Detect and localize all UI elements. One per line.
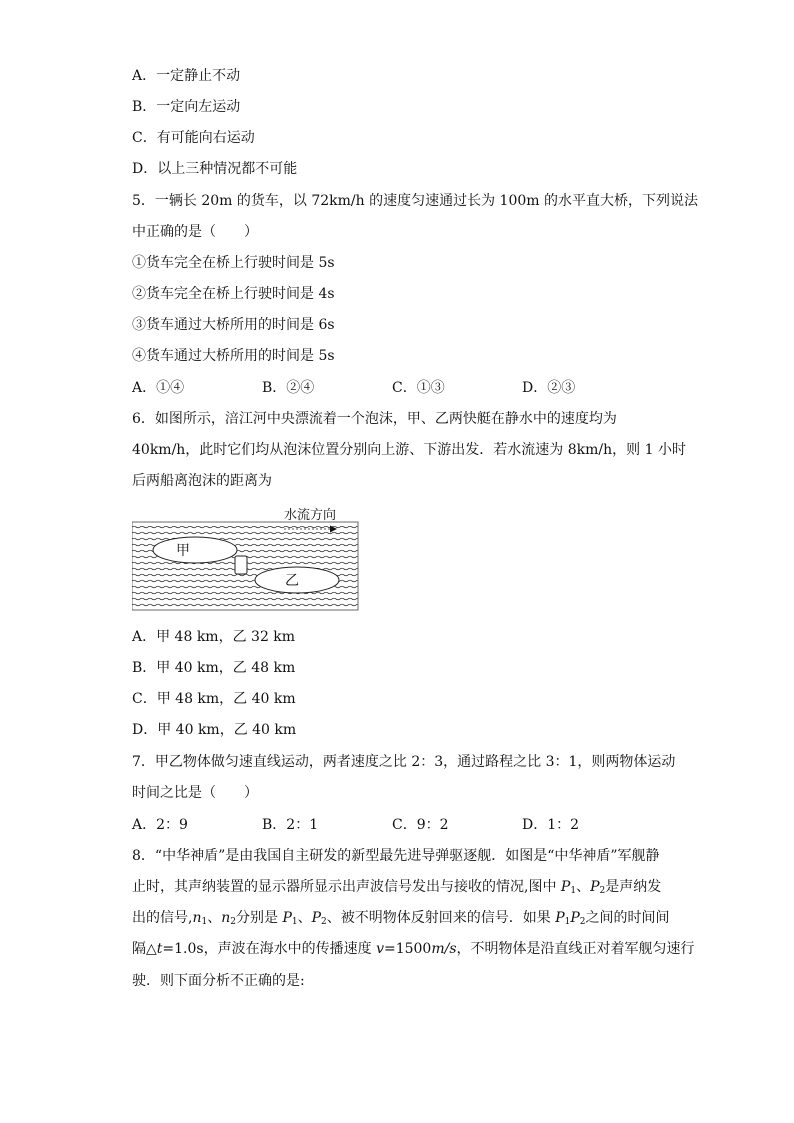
q6-option-b: B．甲 40 km，乙 48 km bbox=[132, 660, 296, 676]
q6-stem-line2: 40km/h，此时它们均从泡沫位置分别向上游、下游出发．若水流速为 8km/h，则 1 小时 bbox=[132, 442, 686, 458]
q5-options bbox=[132, 378, 652, 398]
q6-stem-line1: 6．如图所示，涪江河中央漂流着一个泡沫，甲、乙两快艇在静水中的速度均为 bbox=[132, 411, 617, 427]
river-diagram bbox=[132, 506, 362, 612]
q5-stem-line2: 中正确的是（ ） bbox=[132, 224, 258, 240]
boat-b-label: 乙 bbox=[285, 573, 299, 589]
q7-option-d: D．1：2 bbox=[522, 817, 580, 833]
q6-option-a: A．甲 48 km，乙 32 km bbox=[132, 629, 296, 645]
q5-statement-3: ③货车通过大桥所用的时间是 6s bbox=[132, 317, 335, 333]
q6-option-d: D．甲 40 km，乙 40 km bbox=[132, 722, 297, 738]
q5-option-a: A．①④ bbox=[132, 380, 185, 396]
q7-option-b: B．2：1 bbox=[262, 817, 319, 833]
q7-stem-line1: 7．甲乙物体做匀速直线运动，两者速度之比 2：3，通过路程之比 3：1，则两物体运动 bbox=[132, 754, 676, 770]
q5-option-c: C．①③ bbox=[392, 380, 445, 396]
boat-a-label: 甲 bbox=[176, 543, 190, 559]
q7-option-a: A．2：9 bbox=[132, 817, 188, 833]
q5-statement-2: ②货车完全在桥上行驶时间是 4s bbox=[132, 286, 335, 302]
q8-line4: 隔△t=1.0s，声波在海水中的传播速度 v=1500m/s，不明物体是沿直线正对着军舰匀速行 bbox=[132, 941, 695, 957]
q4-option-b: B．一定向左运动 bbox=[132, 99, 241, 115]
q5-statement-4: ④货车通过大桥所用的时间是 5s bbox=[132, 348, 335, 364]
q5-option-b: B．②④ bbox=[262, 380, 315, 396]
flow-direction-label: 水流方向 bbox=[284, 507, 337, 522]
q8-line2: 止时，其声纳装置的显示器所显示出声波信号发出与接收的情况,图中 $P_1$、$P_2$是声纳发 bbox=[132, 879, 662, 896]
q5-stem-line1: 5．一辆长 20m 的货车，以 72km/h 的速度匀速通过长为 100m 的水平直大桥，下列说法 bbox=[132, 193, 699, 209]
q4-option-d: D．以上三种情况都不可能 bbox=[132, 161, 298, 177]
q6-option-c: C．甲 48 km，乙 40 km bbox=[132, 691, 296, 707]
foam-block bbox=[235, 556, 247, 574]
q7-stem-line2: 时间之比是（ ） bbox=[132, 785, 258, 801]
river-figure bbox=[132, 506, 362, 612]
q8-line5: 驶．则下面分析不正确的是: bbox=[132, 973, 305, 989]
q4-option-c: C．有可能向右运动 bbox=[132, 130, 255, 146]
q6-stem-line3: 后两船离泡沫的距离为 bbox=[132, 473, 272, 489]
q8-line1: 8．“中华神盾”是由我国自主研发的新型最先进导弹驱逐舰．如图是“中华神盾”军舰静 bbox=[132, 848, 660, 864]
boat-a bbox=[153, 537, 237, 563]
q4-option-a: A．一定静止不动 bbox=[132, 68, 241, 84]
q7-options bbox=[132, 815, 652, 835]
q5-statement-1: ①货车完全在桥上行驶时间是 5s bbox=[132, 255, 335, 271]
q7-option-c: C．9：2 bbox=[392, 817, 449, 833]
q8-line3: 出的信号$,n_1$、$n_2$分别是 $P_1$、$P_2$、被不明物体反射回来的信号．如果 $P_1P_2$之间的时间间 bbox=[132, 910, 670, 927]
q5-option-d: D．②③ bbox=[522, 380, 576, 396]
